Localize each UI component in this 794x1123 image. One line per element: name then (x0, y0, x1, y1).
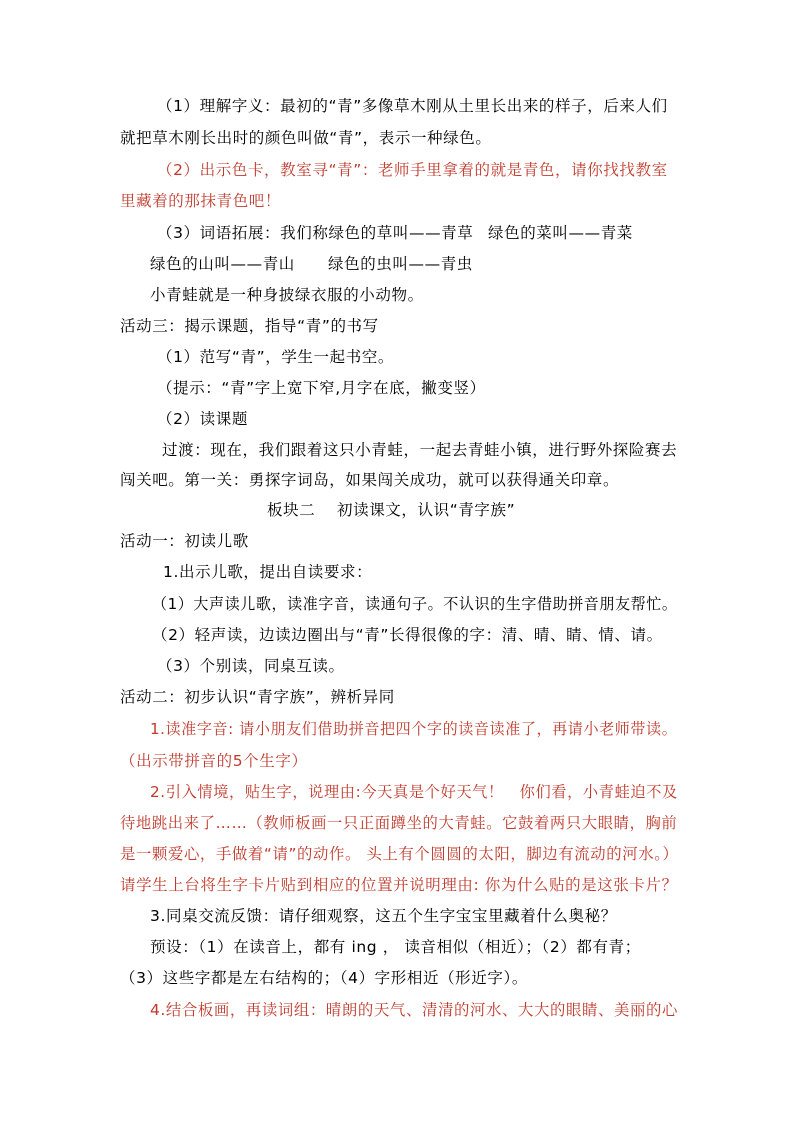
paragraph-line: （2）轻声读，边读边圈出与“青”长得很像的字：清、晴、睛、情、请。 (152, 626, 663, 644)
section-heading: 活动二：初步认识“青字族”，辨析异同 (120, 688, 395, 706)
paragraph-line: （1）范写“青”，学生一起书空。 (157, 348, 395, 366)
paragraph-line: 里藏着的那抹青色吧！ (120, 192, 282, 210)
paragraph-line: （1）大声读儿歌，读准字音，读通句子。不认识的生字借助拼音朋友帮忙。 (152, 595, 678, 613)
section-heading: 活动一：初读儿歌 (120, 532, 249, 550)
paragraph-line: 1.读准字音: 请小朋友们借助拼音把四个字的读音读准了，再请小老师带读。 (150, 720, 678, 738)
paragraph-line: （3）个别读，同桌互读。 (157, 657, 345, 675)
paragraph-line: 2.引入情境，贴生字，说理由:今天真是个好天气！ 你们看，小青蛙迫不及 (150, 783, 678, 801)
paragraph-line: 请学生上台将生字卡片贴到相应的位置并说明理由: 你为什么贴的是这张卡片？ (120, 876, 678, 894)
paragraph-line: 过渡：现在，我们跟着这只小青蛙，一起去青蛙小镇，进行野外探险赛去 (162, 441, 678, 459)
block-title: 初读课文，认识“青字族” (337, 501, 516, 519)
paragraph-line: 闯关吧。第一关：勇探字词岛，如果闯关成功，就可以获得通关印章。 (120, 471, 620, 489)
paragraph-line: 3.同桌交流反馈：请仔细观察，这五个生字宝宝里藏着什么奥秘？ (150, 907, 617, 925)
paragraph-line: （出示带拼音的5个生字） (120, 752, 308, 770)
paragraph-line: 绿色的菜叫——青菜 (488, 224, 633, 242)
paragraph-line: （3）这些字都是左右结构的；（4）字形相近（形近字）。 (120, 969, 528, 987)
paragraph-line: 4.结合板画，再读词组：晴朗的天气、清清的河水、大大的眼睛、美丽的心 (150, 1001, 679, 1019)
paragraph-line: （提示：“青”字上宽下窄,月字在底，撇变竖） (157, 379, 486, 397)
paragraph-line: 是一颗爱心，手做着“请”的动作。 头上有个圆圆的太阳，脚边有流动的河水。） (120, 845, 679, 863)
block-title-label: 板块二 (267, 501, 316, 519)
paragraph-line: （2）出示色卡，教室寻“青”：老师手里拿着的就是青色，请你找找教室 (157, 161, 668, 179)
paragraph-line: 就把草木刚长出时的颜色叫做“青”，表示一种绿色。 (120, 129, 492, 147)
paragraph-line: 预设：（1）在读音上，都有 ing ， 读音相似（相近）；（2）都有青； (150, 938, 641, 956)
paragraph-line: 绿色的虫叫——青虫 (328, 255, 473, 273)
paragraph-line: （2）读课题 (157, 410, 248, 428)
paragraph-line: 待地跳出来了……（教师板画一只正面蹲坐的大青蛙。它鼓着两只大眼睛，胸前 (120, 814, 678, 832)
section-heading: 活动三：揭示课题，指导“青”的书写 (120, 317, 379, 335)
paragraph-line: 1.出示儿歌，提出自读要求： (163, 563, 373, 581)
paragraph-line: 绿色的山叫——青山 (150, 255, 295, 273)
paragraph-line: 小青蛙就是一种身披绿衣服的小动物。 (150, 286, 424, 304)
paragraph-line: （1）理解字义：最初的“青”多像草木刚从土里长出来的样子，后来人们 (157, 97, 668, 115)
paragraph-line: （3）词语拓展：我们称绿色的草叫——青草 (157, 224, 474, 242)
